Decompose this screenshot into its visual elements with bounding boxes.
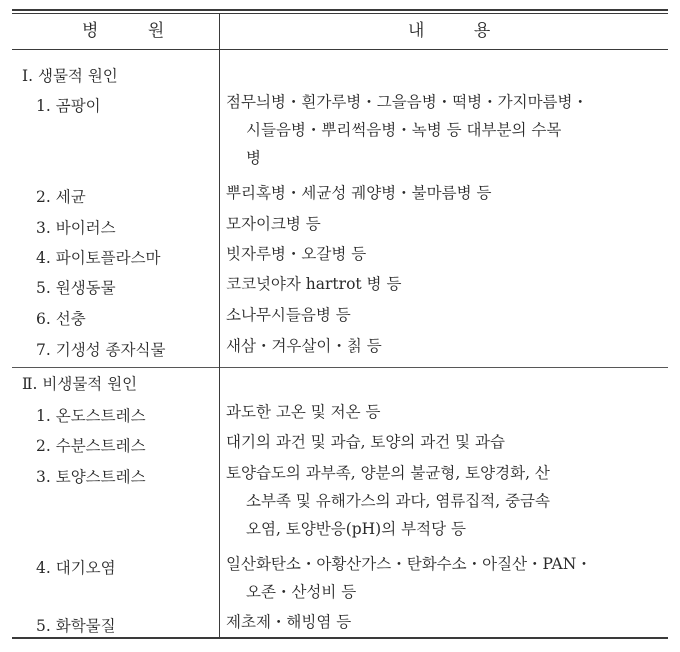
- row-content: [226, 210, 321, 238]
- content-line: 코코넛야자 hartrot 병 등: [226, 275, 402, 293]
- row-label: 2. 세균: [36, 188, 86, 206]
- header-cause: 병 원: [82, 21, 187, 41]
- content-line: 소부족 및 유해가스의 과다, 염류집적, 중금속: [246, 492, 551, 510]
- row-content: [226, 332, 382, 360]
- row-label: 3. 바이러스: [36, 219, 116, 237]
- table-bottom-rule: [12, 637, 668, 639]
- row-label: 7. 기생성 종자식물: [36, 341, 166, 359]
- row-label: 5. 화학물질: [36, 617, 116, 635]
- row-label: 1. 온도스트레스: [36, 407, 146, 425]
- row-content: [226, 301, 351, 329]
- table-top-rule: [12, 9, 668, 11]
- row-label: 2. 수분스트레스: [36, 437, 146, 455]
- content-line: 점무늬병・흰가루병・그을음병・떡병・가지마름병・: [226, 93, 588, 111]
- content-line: 소나무시들음병 등: [226, 306, 351, 324]
- content-line: 병: [246, 149, 261, 167]
- row-label: 3. 토양스트레스: [36, 468, 146, 486]
- table-top-rule-inner: [12, 13, 668, 14]
- content-line: 새삼・겨우살이・칡 등: [226, 337, 382, 355]
- header-content: 내 용: [408, 21, 513, 41]
- section-title-biotic: Ⅰ. 생물적 원인: [22, 67, 118, 85]
- row-content: [226, 608, 351, 636]
- content-line: 뿌리혹병・세균성 궤양병・불마름병 등: [226, 184, 492, 202]
- row-content: [226, 240, 366, 268]
- row-content: [226, 179, 491, 207]
- content-line: 오존・산성비 등: [246, 583, 357, 601]
- row-content: [226, 398, 380, 426]
- row-label: 4. 파이토플라스마: [36, 249, 161, 267]
- content-line: 과도한 고온 및 저온 등: [226, 403, 381, 421]
- content-line: 토양습도의 과부족, 양분의 불균형, 토양경화, 산: [226, 464, 550, 482]
- row-content: [226, 428, 505, 456]
- section-title-abiotic: Ⅱ. 비생물적 원인: [22, 375, 138, 393]
- row-content: [226, 459, 550, 543]
- content-line: 오염, 토양반응(pH)의 부적당 등: [246, 520, 466, 538]
- content-line: 모자이크병 등: [226, 215, 321, 233]
- content-line: 일산화탄소・아황산가스・탄화수소・아질산・PAN・: [226, 555, 592, 573]
- content-line: 시들음병・뿌리썩음병・녹병 등 대부분의 수목: [246, 121, 562, 139]
- content-line: 제초제・해빙염 등: [226, 613, 352, 631]
- column-divider: [219, 14, 220, 637]
- section-divider: [12, 367, 668, 368]
- content-line: 빗자루병・오갈병 등: [226, 245, 367, 263]
- row-content: [226, 88, 588, 172]
- row-label: 1. 곰팡이: [36, 97, 101, 115]
- row-content: [226, 550, 592, 606]
- row-label: 4. 대기오염: [36, 559, 116, 577]
- row-label: 5. 원생동물: [36, 279, 116, 297]
- row-content: [226, 270, 401, 298]
- header-bottom-rule: [12, 49, 668, 50]
- content-line: 대기의 과건 및 과습, 토양의 과건 및 과습: [226, 433, 505, 451]
- row-label: 6. 선충: [36, 310, 86, 328]
